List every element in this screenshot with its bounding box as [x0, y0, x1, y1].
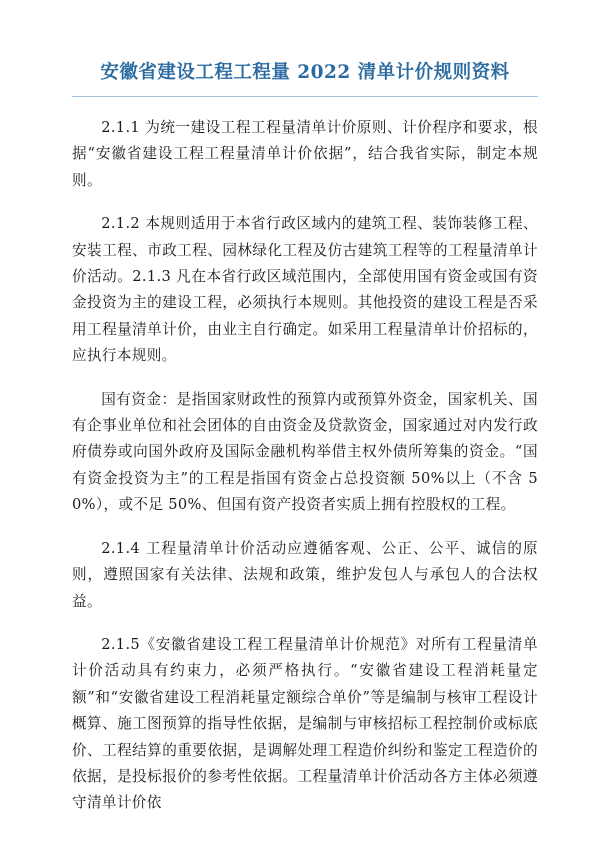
paragraph-2-1-5: 2.1.5《安徽省建设工程工程量清单计价规范》对所有工程量清单计价活动具有约束力，必须严格执行。“安徽省建设工程消耗量定额”和“安徽省建设工程消耗量定额综合单价”等是编制与核审工程设计概算、施工图预算的指导性依据，是编制与审核招标工程控制价或标底价、工程结算的重要依据，是调解处理工程造价纠纷和鉴定工程造价的依据，是投标报价的参考性依据。工程量清单计价活动各方主体必须遵守清单计价依 [72, 635, 538, 812]
document-body [72, 115, 538, 817]
paragraph-state-funds: 国有资金：是指国家财政性的预算内或预算外资金，国家机关、国有企事业单位和社会团体的自由资金及贷款资金，国家通过对内发行政府债券或向国外政府及国际金融机构举借主权外债所筹集的资金。“国有资金投资为主”的工程是指国有资金占总投资额 50%以上（不含 50%），或不足 50%、但国有资产投资者实质上拥有控股权的工程。 [72, 390, 538, 514]
paragraph-2-1-1: 2.1.1 为统一建设工程工程量清单计价原则、计价程序和要求，根据“安徽省建设工程工程量清单计价依据”，结合我省实际，制定本规则。 [72, 119, 538, 189]
paragraph-2-1-4: 2.1.4 工程量清单计价活动应遵循客观、公正、公平、诚信的原则，遵照国家有关法律、法规和政策，维护发包人与承包人的合法权益。 [72, 539, 538, 610]
paragraph-2-1-2: 2.1.2 本规则适用于本省行政区域内的建筑工程、装饰装修工程、安装工程、市政工程、园林绿化工程及仿古建筑工程等的工程量清单计价活动。2.1.3 凡在本省行政区域范围内，全部使用国有资金或国有资金投资为主的建设工程，必须执行本规则。其他投资的建设工程是否采用工程量清单计价，由业主自行确定。如采用工程量清单计价招标的，应执行本规则。 [72, 215, 538, 365]
document-title: 安徽省建设工程工程量 2022 清单计价规则资料 [72, 58, 538, 97]
